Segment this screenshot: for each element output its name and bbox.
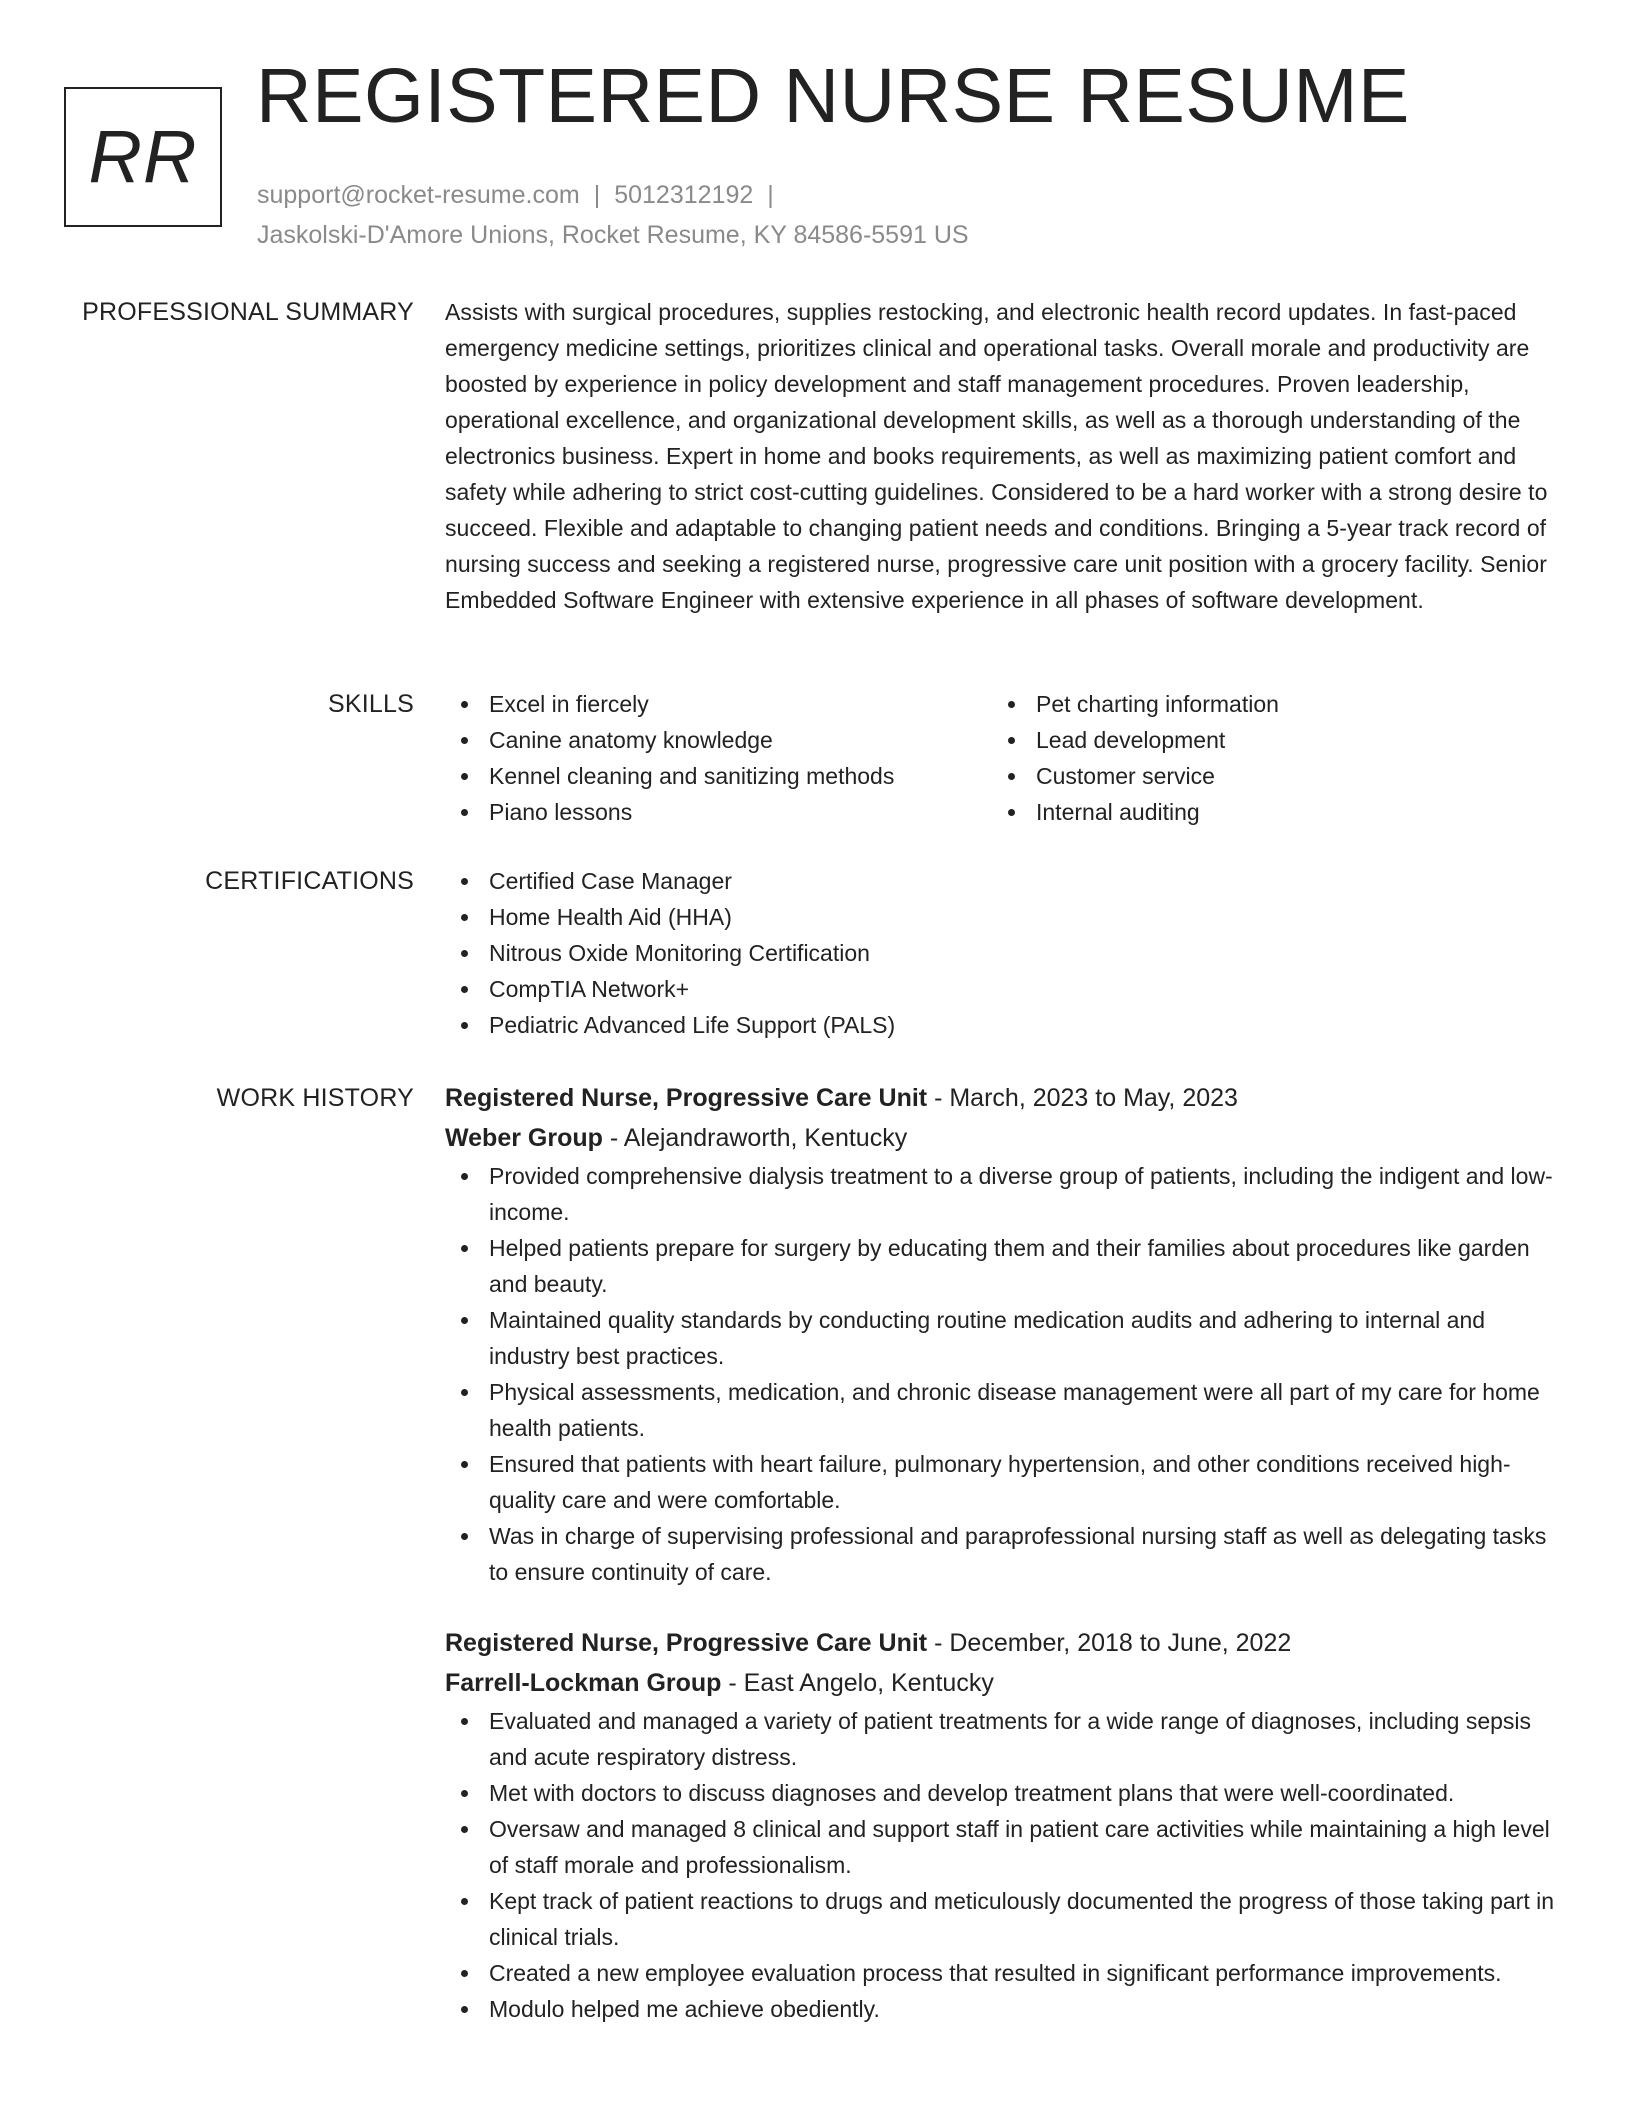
certification-item: CompTIA Network+ [445,971,1565,1007]
contact-separator: | [767,181,774,209]
certification-item: Pediatric Advanced Life Support (PALS) [445,1007,1565,1043]
job-dates: - December, 2018 to June, 2022 [927,1629,1292,1657]
job-employer-line [445,1118,1565,1158]
skills-list-right [992,686,1539,830]
skill-item: Customer service [992,758,1539,794]
contact-address: Jaskolski-D'Amore Unions, Rocket Resume, KY 84586-5591 US [257,221,969,249]
section-title: PROFESSIONAL SUMMARY [82,298,414,326]
job-duty-item: Helped patients prepare for surgery by educating them and their families about procedures like garden and beauty. [445,1230,1565,1302]
certifications-list [445,863,1565,1043]
skill-item: Lead development [992,722,1539,758]
section-title: WORK HISTORY [216,1084,414,1112]
job-duties-list [445,1703,1565,2027]
job-title: Registered Nurse, Progressive Care Unit [445,1084,928,1112]
monogram-logo [64,87,222,227]
job-duty-item: Ensured that patients with heart failure, pulmonary hypertension, and other conditions received high-quality care and were comfortable. [445,1446,1565,1518]
job-dates: - March, 2023 to May, 2023 [927,1084,1238,1112]
certification-item: Nitrous Oxide Monitoring Certification [445,935,1565,971]
work-history-body [445,1078,1565,2027]
job-location: - East Angelo, Kentucky [721,1669,994,1697]
job-duty-item: Met with doctors to discuss diagnoses and develop treatment plans that were well-coordinated. [445,1775,1565,1811]
job-duty-item: Provided comprehensive dialysis treatment to a diverse group of patients, including the indigent and low-income. [445,1158,1565,1230]
job-title-line [445,1078,1565,1118]
certification-item: Certified Case Manager [445,863,1565,899]
skill-item: Piano lessons [445,794,992,830]
job-duty-item: Kept track of patient reactions to drugs and meticulously documented the progress of those taking part in clinical trials. [445,1883,1565,1955]
skill-item: Kennel cleaning and sanitizing methods [445,758,992,794]
section-title: SKILLS [328,690,414,718]
job-duty-item: Physical assessments, medication, and chronic disease management were all part of my care for home health patients. [445,1374,1565,1446]
skill-item: Pet charting information [992,686,1539,722]
job-entry [445,1078,1565,1590]
skills-body [445,686,1565,830]
certification-item: Home Health Aid (HHA) [445,899,1565,935]
job-duty-item: Modulo helped me achieve obediently. [445,1991,1565,2027]
job-location: - Alejandraworth, Kentucky [602,1124,908,1152]
contact-info [257,175,969,255]
contact-email: support@rocket-resume.com [257,181,580,209]
certifications-body [445,863,1565,1043]
skill-item: Excel in fiercely [445,686,992,722]
job-duties-list [445,1158,1565,1590]
job-entry [445,1623,1565,2027]
job-duty-item: Oversaw and managed 8 clinical and support staff in patient care activities while maintaining a high level of staff morale and professionalism. [445,1811,1565,1883]
job-employer: Farrell-Lockman Group [445,1669,722,1697]
job-duty-item: Was in charge of supervising professional and paraprofessional nursing staff as well as delegating tasks to ensure continuity of care. [445,1518,1565,1590]
job-employer-line [445,1663,1565,1703]
contact-separator: | [593,181,601,209]
summary-text: Assists with surgical procedures, supplies restocking, and electronic health record updates. In fast-paced emergency medicine settings, prioritizes clinical and operational tasks. Overall morale and productivity are boosted by experience in policy development and staff management procedures. Proven leadership, operational excellence, and organizational development skills, as well as a thorough understanding of the electronics business. Expert in home and books requirements, as well as maximizing patient comfort and safety while adhering to strict cost-cutting guidelines. Considered to be a hard worker with a strong desire to succeed. Flexible and adaptable to changing patient needs and conditions. Bringing a 5-year track record of nursing success and seeking a registered nurse, progressive care unit position with a grocery facility. Senior Embedded Software Engineer with extensive experience in all phases of software development. [445,299,1548,613]
section-title: CERTIFICATIONS [205,867,414,895]
skills-list-left [445,686,992,830]
contact-phone: 5012312192 [614,181,754,209]
summary-body [445,294,1565,618]
job-duty-item: Maintained quality standards by conducting routine medication audits and adhering to internal and industry best practices. [445,1302,1565,1374]
job-title: Registered Nurse, Progressive Care Unit [445,1629,928,1657]
skill-item: Internal auditing [992,794,1539,830]
job-title-line [445,1623,1565,1663]
job-employer: Weber Group [445,1124,603,1152]
skill-item: Canine anatomy knowledge [445,722,992,758]
monogram-initials: RR [88,115,198,198]
job-duty-item: Evaluated and managed a variety of patient treatments for a wide range of diagnoses, including sepsis and acute respiratory distress. [445,1703,1565,1775]
resume-title: REGISTERED NURSE RESUME [256,53,1410,139]
job-duty-item: Created a new employee evaluation process that resulted in significant performance improvements. [445,1955,1565,1991]
contact-line-1 [257,175,969,215]
